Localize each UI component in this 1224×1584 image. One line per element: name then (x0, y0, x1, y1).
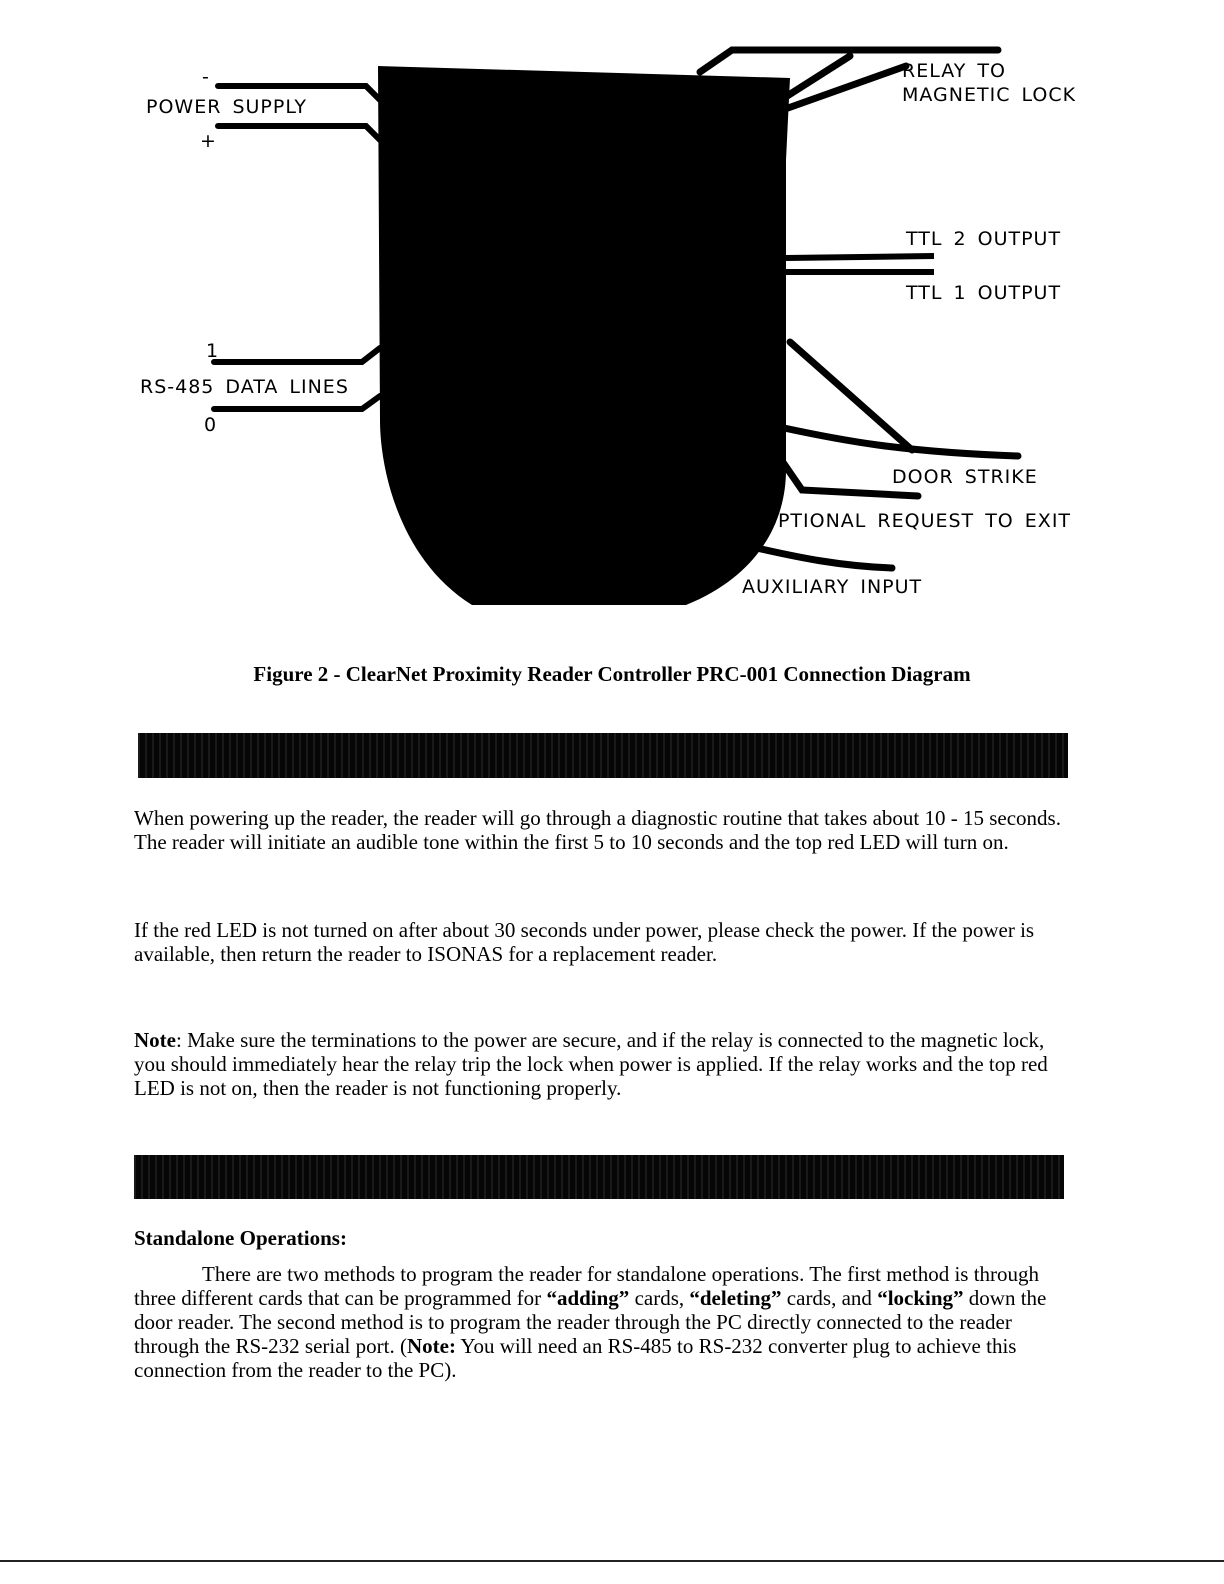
standalone-text-4: down the door reader. The second method is to program the reader through the PC directly connected to the reader through the RS-232 serial port. ( (134, 1286, 1047, 1358)
note-label: Note (134, 1028, 176, 1052)
paragraph-note (134, 1028, 1074, 1100)
paragraph-standalone (134, 1262, 1074, 1382)
label-door-strike: DOOR STRIKE (892, 466, 1038, 488)
paragraph-powerup: When powering up the reader, the reader will go through a diagnostic routine that takes about 10 - 15 seconds. The reader will initiate an audible tone within the first 5 to 10 seconds and the top red LED will turn on. (134, 806, 1061, 854)
bottom-rule (0, 1560, 1224, 1562)
label-ttl2: TTL 2 OUTPUT (906, 228, 1062, 250)
deleting-term: “deleting” (689, 1286, 782, 1310)
paragraph-red-led: If the red LED is not turned on after about 30 seconds under power, please check the power. If the power is available, then return the reader to ISONAS for a replacement reader. (134, 918, 1035, 966)
reader-body (378, 66, 790, 605)
standalone-text-3: cards, and (781, 1286, 878, 1310)
standalone-text-1: There are two methods to program the reader for standalone operations. The first method is through three different cards that can be programmed for (134, 1262, 1040, 1310)
label-magnetic-lock: MAGNETIC LOCK (902, 84, 1077, 106)
label-request-exit: OPTIONAL REQUEST TO EXIT (762, 510, 1072, 532)
standalone-text-5: You will need an RS-485 to RS-232 converter plug to achieve this connection from the reader to the PC). (134, 1334, 1017, 1382)
label-rs485: RS-485 DATA LINES (140, 376, 349, 398)
label-ttl1: TTL 1 OUTPUT (906, 282, 1062, 304)
figure-caption: Figure 2 - ClearNet Proximity Reader Controller PRC-001 Connection Diagram (253, 662, 971, 686)
label-aux-input: AUXILIARY INPUT (742, 576, 923, 598)
ttl-wires (786, 256, 934, 272)
label-power-supply: POWER SUPPLY (146, 96, 307, 118)
standalone-note-label: Note: (406, 1334, 456, 1358)
door-strike-wires (784, 342, 1018, 456)
standalone-text-2: cards, (629, 1286, 690, 1310)
adding-term: “adding” (546, 1286, 630, 1310)
section-banner-1 (138, 733, 1068, 778)
note-text: : Make sure the terminations to the power are secure, and if the relay is connected to the magnetic lock, you should immediately hear the relay trip the lock when power is applied. If the relay works and the top red LED is not on, then the reader is not functioning properly. (134, 1028, 1048, 1100)
aux-input-wire (748, 546, 892, 568)
label-rs485-one: 1 (206, 340, 220, 362)
label-power-minus: - (202, 66, 210, 88)
standalone-heading: Standalone Operations: (134, 1226, 347, 1250)
label-relay: RELAY TO (902, 60, 1006, 82)
section-banner-2 (134, 1155, 1064, 1199)
label-rs485-zero: 0 (204, 414, 218, 436)
label-power-plus: + (200, 130, 217, 152)
locking-term: “locking” (877, 1286, 964, 1310)
